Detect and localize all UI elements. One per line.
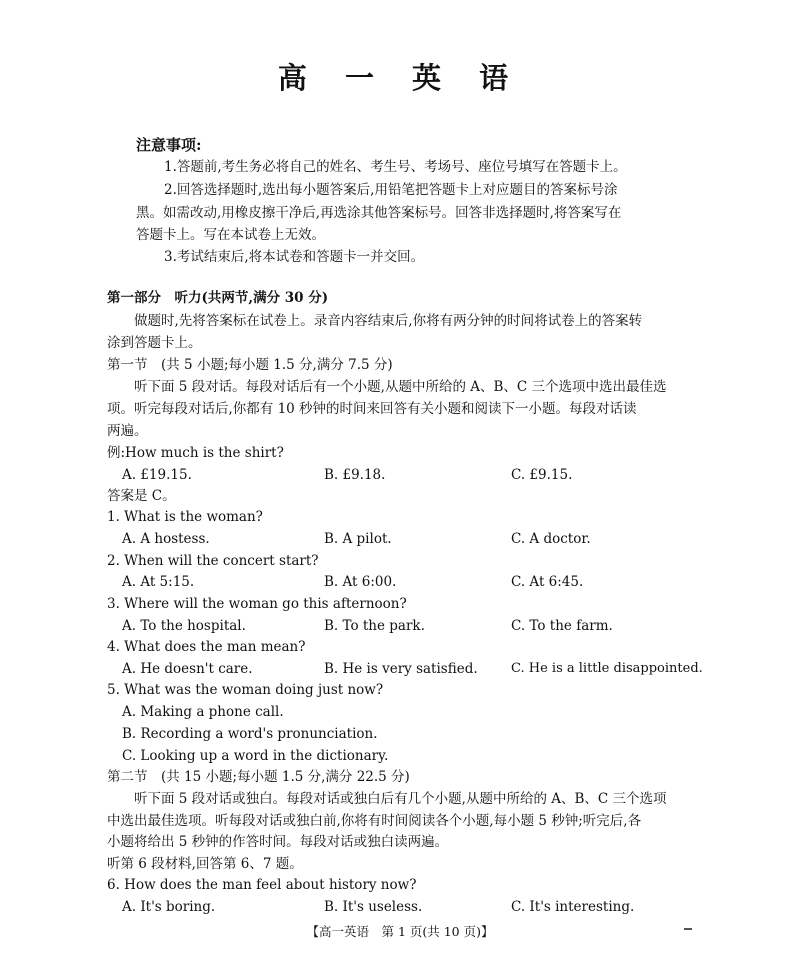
page-corner-mark: [684, 928, 692, 930]
q3-option-c: C. To the farm.: [511, 618, 613, 634]
section2-heading: 第二节 (共 15 小题;每小题 1.5 分,满分 22.5 分): [107, 769, 410, 785]
material-6-instruction: 听第 6 段材料,回答第 6、7 题。: [107, 856, 303, 872]
question-3: 3. Where will the woman go this afternoon?: [107, 596, 407, 612]
q1-option-c: C. A doctor.: [511, 531, 591, 547]
section2-instr-line-1: 听下面 5 段对话或独白。每段对话或独白后有几个小题,从题中所给的 A、B、C 三个选项: [134, 791, 667, 807]
section1-heading: 第一节 (共 5 小题;每小题 1.5 分,满分 7.5 分): [107, 357, 393, 373]
q4-option-c: C. He is a little disappointed.: [511, 661, 703, 676]
q5-option-c: C. Looking up a word in the dictionary.: [122, 748, 389, 764]
notice-item-1: 1.答题前,考生务必将自己的姓名、考生号、考场号、座位号填写在答题卡上。: [164, 159, 627, 175]
part1-intro-line-1: 做题时,先将答案标在试卷上。录音内容结束后,你将有两分钟的时间将试卷上的答案转: [134, 313, 643, 329]
question-2: 2. When will the concert start?: [107, 553, 319, 569]
question-5: 5. What was the woman doing just now?: [107, 682, 384, 698]
section1-instr-line-2: 项。听完每段对话后,你都有 10 秒钟的时间来回答有关小题和阅读下一小题。每段对话读: [107, 401, 637, 417]
notice-item-2-line-1: 2.回答选择题时,选出每小题答案后,用铅笔把答题卡上对应题目的答案标号涂: [164, 182, 618, 198]
q5-option-a: A. Making a phone call.: [122, 704, 284, 720]
notice-item-2-line-3: 答题卡上。写在本试卷上无效。: [136, 227, 325, 243]
q6-option-c: C. It's interesting.: [511, 899, 635, 915]
q6-option-a: A. It's boring.: [122, 899, 216, 915]
example-option-b: B. £9.18.: [324, 467, 386, 483]
section2-instr-line-3: 小题将给出 5 秒钟的作答时间。每段对话或独白读两遍。: [107, 834, 449, 850]
section1-instr-line-1: 听下面 5 段对话。每段对话后有一个小题,从题中所给的 A、B、C 三个选项中选出最佳选: [134, 379, 667, 395]
example-answer: 答案是 C。: [107, 488, 176, 504]
section1-instr-line-3: 两遍。: [107, 423, 148, 439]
q3-option-a: A. To the hospital.: [122, 618, 246, 634]
notice-item-3: 3.考试结束后,将本试卷和答题卡一并交回。: [164, 249, 425, 265]
part1-heading: 第一部分 听力(共两节,满分 30 分): [107, 290, 329, 306]
example-question: 例:How much is the shirt?: [107, 445, 284, 461]
question-4: 4. What does the man mean?: [107, 639, 306, 655]
q1-option-b: B. A pilot.: [324, 531, 392, 547]
notice-item-2-line-2: 黑。如需改动,用橡皮擦干净后,再选涂其他答案标号。回答非选择题时,将答案写在: [136, 205, 622, 221]
q6-option-b: B. It's useless.: [324, 899, 423, 915]
notice-heading: 注意事项:: [136, 136, 202, 154]
q3-option-b: B. To the park.: [324, 618, 425, 634]
q4-option-b: B. He is very satisfied.: [324, 661, 478, 677]
q2-option-b: B. At 6:00.: [324, 574, 397, 590]
section2-instr-line-2: 中选出最佳选项。听每段对话或独白前,你将有时间阅读各个小题,每小题 5 秒钟;听完后,各: [107, 813, 642, 829]
example-option-a: A. £19.15.: [122, 467, 192, 483]
q1-option-a: A. A hostess.: [122, 531, 210, 547]
question-6: 6. How does the man feel about history now?: [107, 877, 417, 893]
exam-title: 高 一 英 语: [277, 61, 523, 95]
q5-option-b: B. Recording a word's pronunciation.: [122, 726, 378, 742]
example-option-c: C. £9.15.: [511, 467, 573, 483]
question-1: 1. What is the woman?: [107, 509, 263, 525]
q4-option-a: A. He doesn't care.: [122, 661, 253, 677]
part1-intro-line-2: 涂到答题卡上。: [107, 335, 202, 351]
q2-option-a: A. At 5:15.: [122, 574, 195, 590]
q2-option-c: C. At 6:45.: [511, 574, 584, 590]
page-footer: 【高一英语 第 1 页(共 10 页)】: [306, 924, 494, 939]
